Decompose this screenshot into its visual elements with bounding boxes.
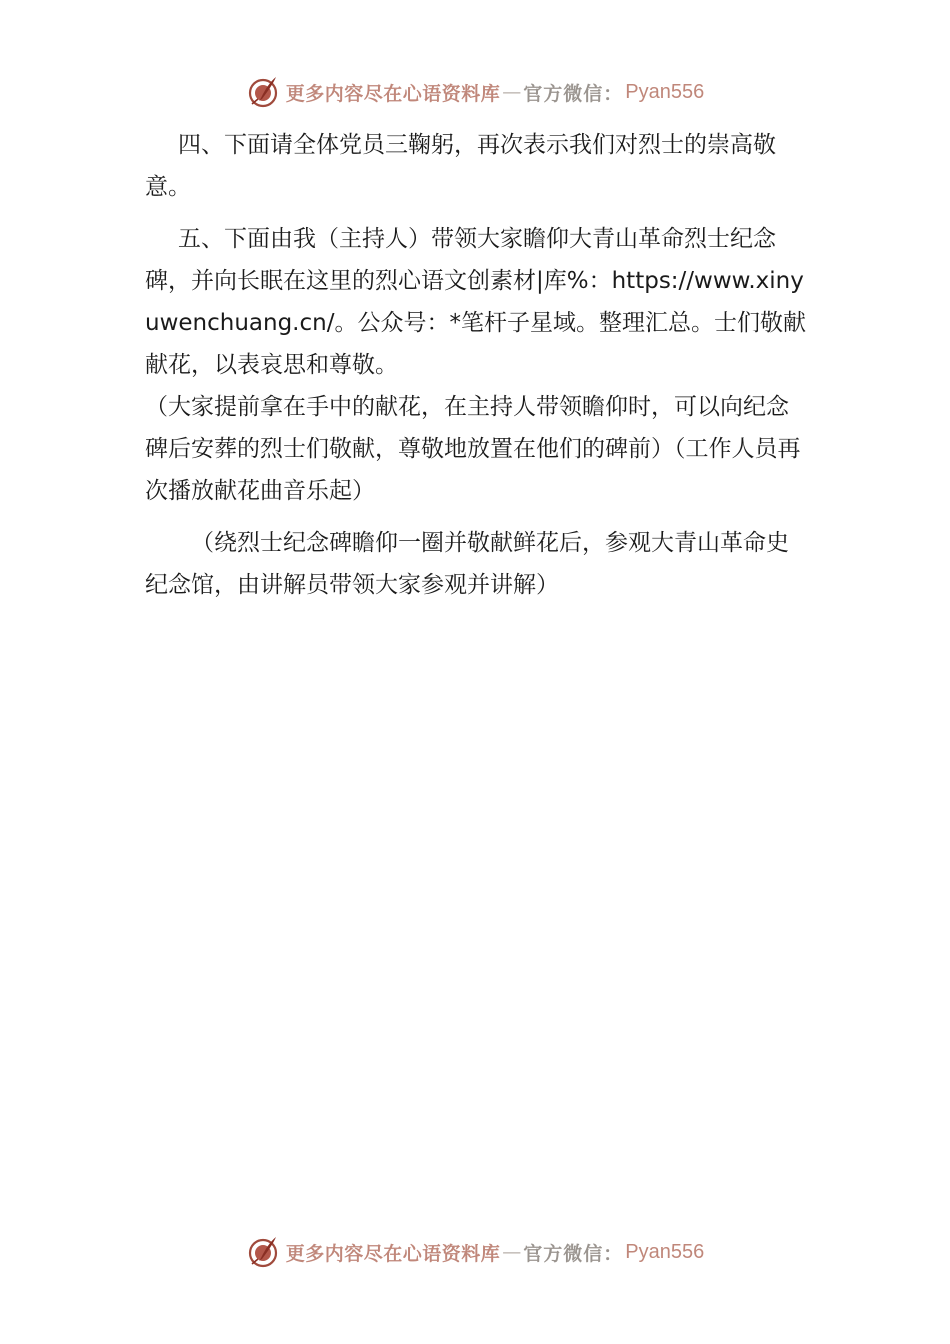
document-body [145,124,810,606]
paragraph-museum-visit: （绕烈士纪念碑瞻仰一圈并敬献鲜花后，参观大青山革命史纪念馆，由讲解员带领大家参观并讲解） [145,530,789,598]
footer-banner-separator: — [502,1241,522,1263]
paragraph-bow: 四、下面请全体党员三鞠躬，再次表示我们对烈士的崇高敬意。 [145,132,776,200]
footer-banner-wechat-id: Pyan556 [625,1240,705,1263]
header-banner [0,70,950,114]
paragraph-flower-note: （大家提前拿在手中的献花，在主持人带领瞻仰时，可以向纪念碑后安葬的烈士们敬献，尊敬地放置在他们的碑前）（工作人员再次播放献花曲音乐起） [145,394,801,504]
paragraph-memorial: 五、下面由我（主持人）带领大家瞻仰大青山革命烈士纪念碑，并向长眠在这里的烈心语文创素材|库%：https://www.xinyuwenchuang.cn/。公众号：*笔杆子星域。整理汇总。士们敬献献花，以表哀思和尊敬。 [145,226,806,378]
quill-pen-logo-icon [246,74,282,110]
footer-banner-title: 更多内容尽在心语资料库 [285,1242,501,1265]
quill-pen-logo-icon [246,1234,282,1270]
banner-wechat-label: 官方微信： [523,82,624,105]
banner-separator: — [502,81,522,103]
banner-title: 更多内容尽在心语资料库 [285,82,501,105]
footer-banner-wechat-label: 官方微信： [523,1242,624,1265]
banner-wechat-id: Pyan556 [625,80,705,103]
footer-banner [0,1230,950,1274]
